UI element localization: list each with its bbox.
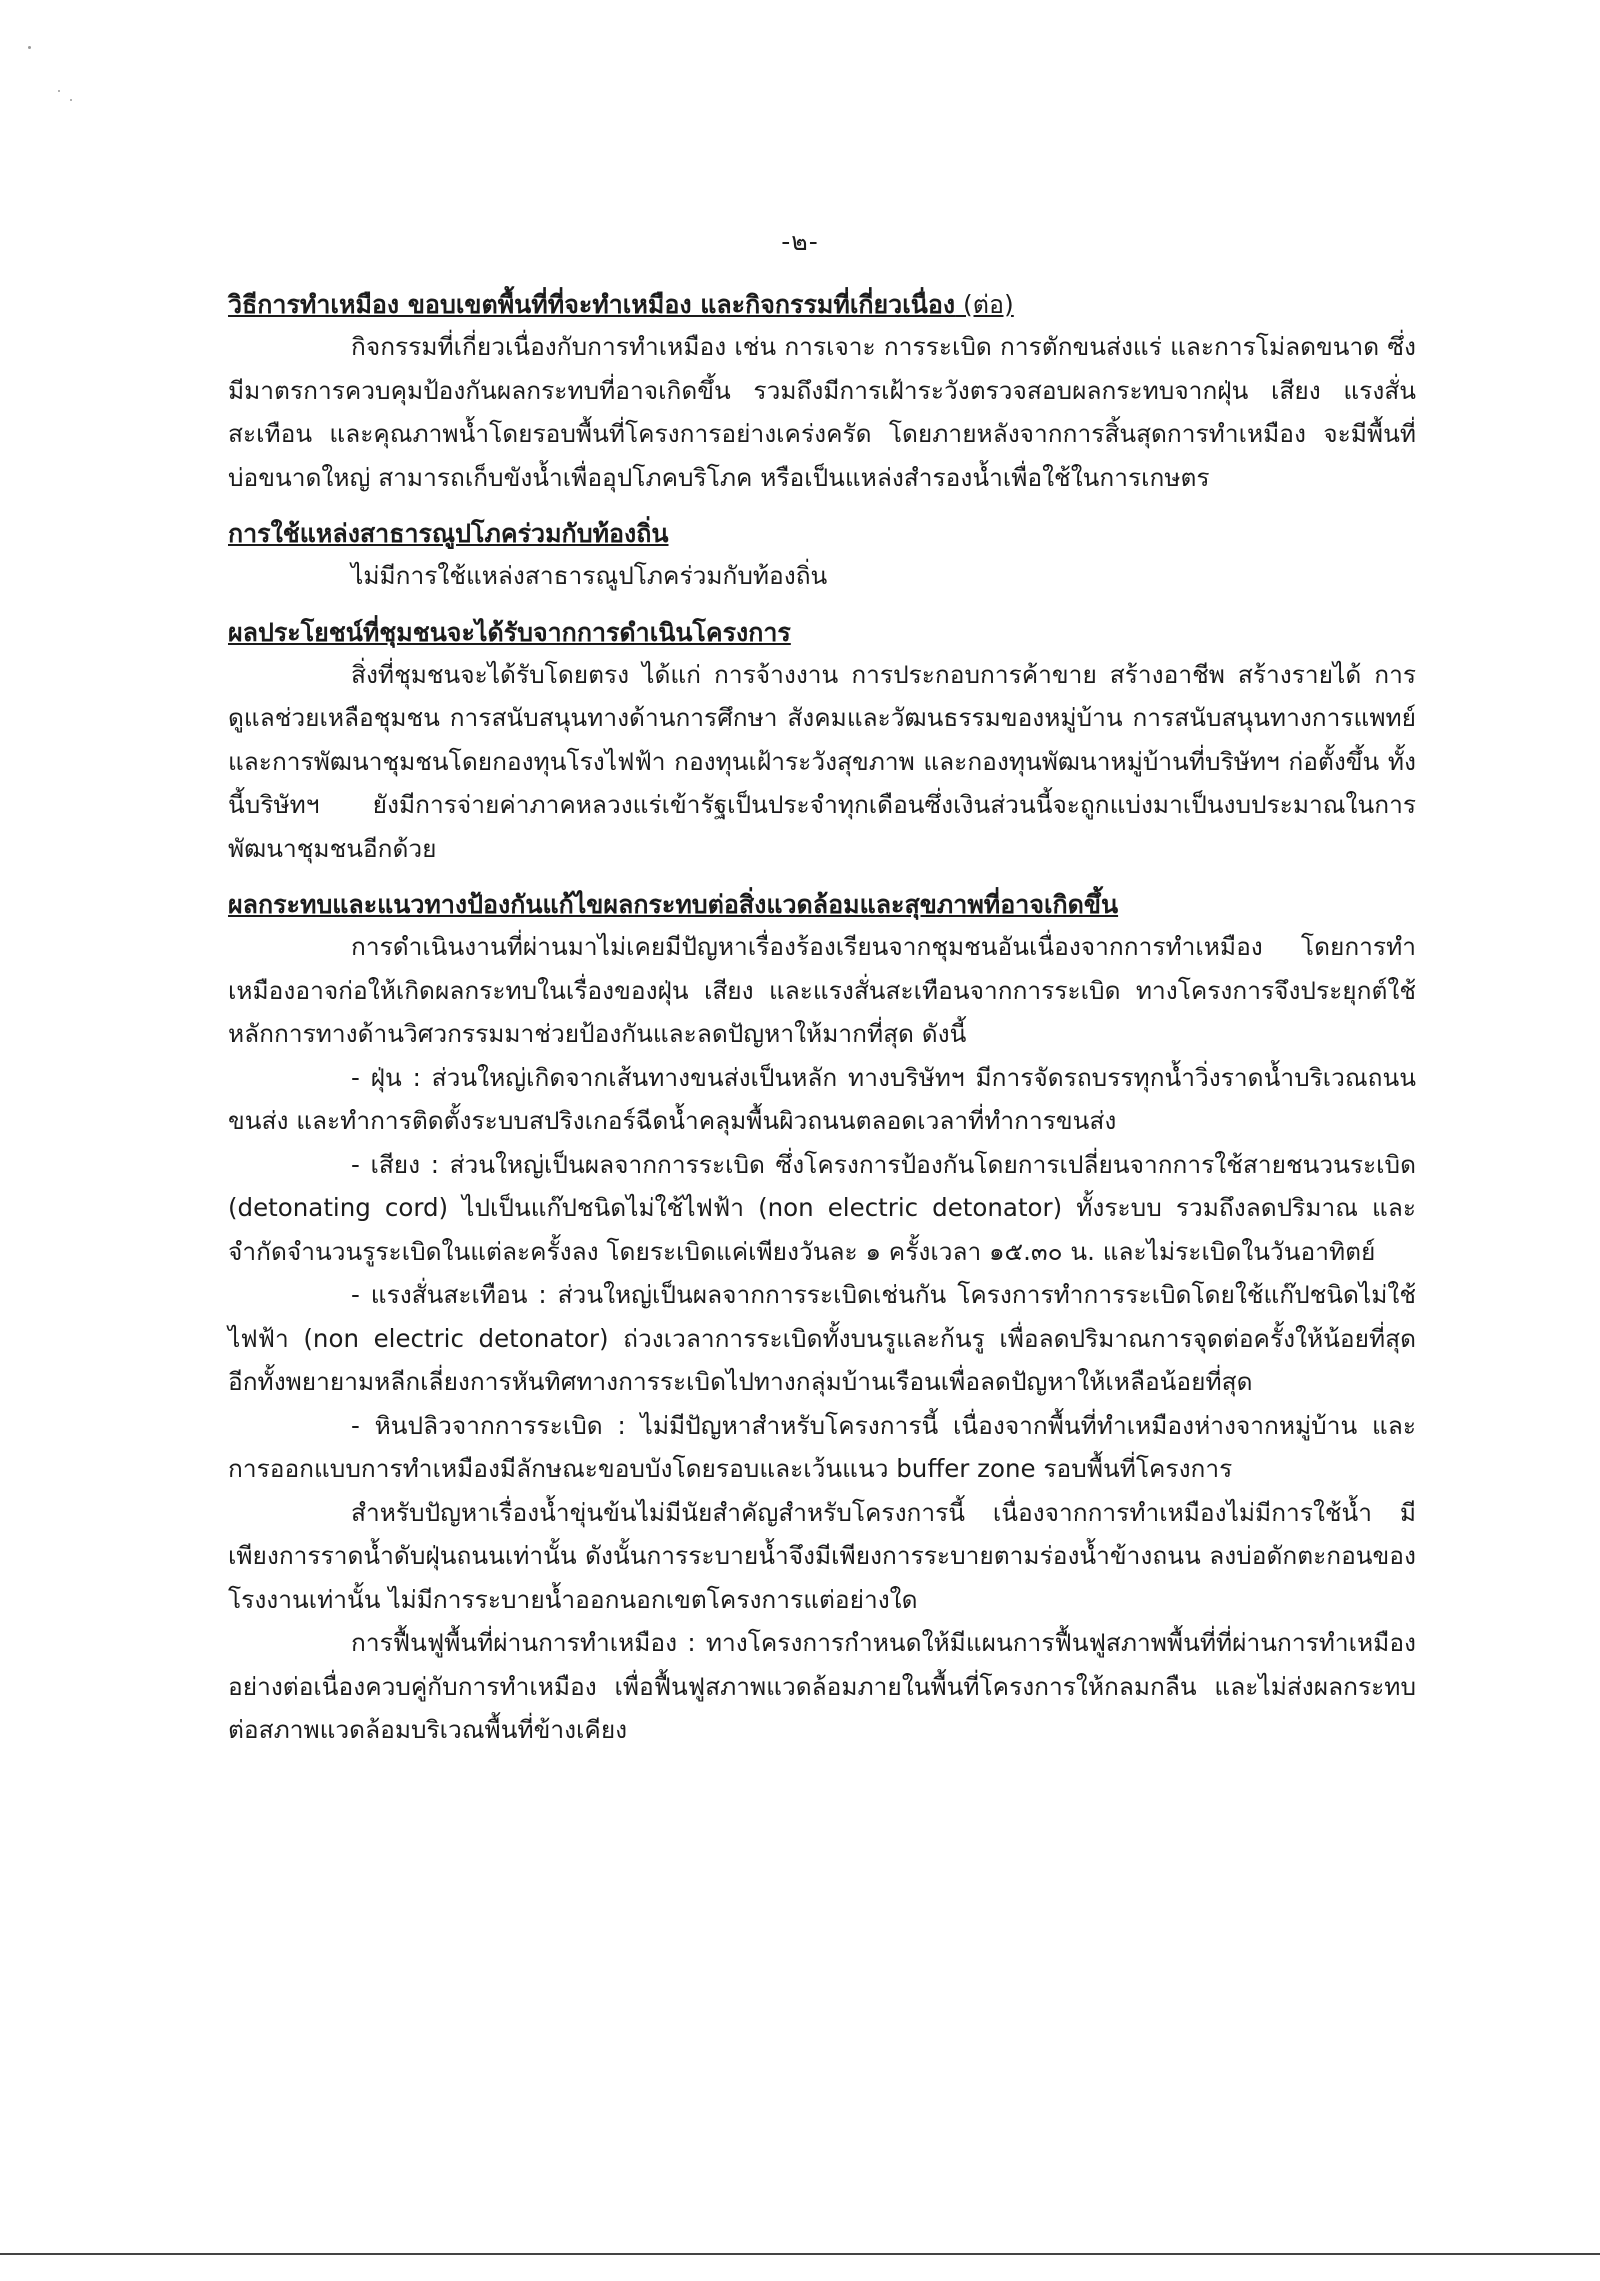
paragraph-vibration: - แรงสั่นสะเทือน : ส่วนใหญ่เป็นผลจากการระเบิดเช่นกัน โครงการทำการระเบิดโดยใช้แก๊ปชนิดไม่ใช้ไฟฟ้า (non electric detonator) ถ่วงเวลาการระเบิดทั้งบนรูและก้นรู เพื่อลดปริมาณการจุดต่อครั้งให้น้อยที่สุด อีกทั้งพยายามหลีกเลี่ยงการหันทิศทางการระเบิดไปทางกลุ่มบ้านเรือนเพื่อลดปัญหาให้เหลือน้อยที่สุด [228, 1280, 1416, 1396]
section-shared-utilities [228, 514, 1416, 598]
bottom-scan-edge [0, 2253, 1600, 2255]
paragraph-dust: - ฝุ่น : ส่วนใหญ่เกิดจากเส้นทางขนส่งเป็นหลัก ทางบริษัทฯ มีการจัดรถบรรทุกน้ำวิ่งราดน้ำบริเวณถนนขนส่ง และทำการติดตั้งระบบสปริงเกอร์ฉีดน้ำคลุมพื้นผิวถนนตลอดเวลาที่ทำการขนส่ง [228, 1062, 1416, 1135]
paragraph-noise: - เสียง : ส่วนใหญ่เป็นผลจากการระเบิด ซึ่งโครงการป้องกันโดยการเปลี่ยนจากการใช้สายชนวนระเบิด (detonating cord) ไปเป็นแก๊ปชนิดไม่ใช้ไฟฟ้า (non electric detonator) ทั้งระบบ รวมถึงลดปริมาณ และจำกัดจำนวนรูระเบิดในแต่ละครั้งลง โดยระเบิดแค่เพียงวันละ ๑ ครั้งเวลา ๑๕.๓๐ น. และไม่ระเบิดในวันอาทิตย์ [228, 1149, 1416, 1266]
section-heading: ผลประโยชน์ที่ชุมชนจะได้รับจากการดำเนินโครงการ [228, 617, 791, 647]
paragraph-rehabilitation: การฟื้นฟูพื้นที่ผ่านการทำเหมือง : ทางโครงการกำหนดให้มีแผนการฟื้นฟูสภาพพื้นที่ที่ผ่านการทำเหมืองอย่างต่อเนื่องควบคู่กับการทำเหมือง เพื่อฟื้นฟูสภาพแวดล้อมภายในพื้นที่โครงการให้กลมกลืน และไม่ส่งผลกระทบต่อสภาพแวดล้อมบริเวณพื้นที่ข้างเคียง [228, 1628, 1416, 1744]
paragraph: สิ่งที่ชุมชนจะได้รับโดยตรง ได้แก่ การจ้างงาน การประกอบการค้าขาย สร้างอาชีพ สร้างรายได้ การดูแลช่วยเหลือชุมชน การสนับสนุนทางด้านการศึกษา สังคมและวัฒนธรรมของหมู่บ้าน การสนับสนุนทางการแพทย์และการพัฒนาชุมชนโดยกองทุนโรงไฟฟ้า กองทุนเฝ้าระวังสุขภาพ และกองทุนพัฒนาหมู่บ้านที่บริษัทฯ ก่อตั้งขึ้น ทั้งนี้บริษัทฯ ยังมีการจ่ายค่าภาคหลวงแร่เข้ารัฐเป็นประจำทุกเดือนซึ่งเงินส่วนนี้จะถูกแบ่งมาเป็นงบประมาณในการพัฒนาชุมชนอีกด้วย [228, 659, 1416, 863]
section-community-benefits [228, 613, 1416, 871]
scan-speck [28, 46, 31, 49]
section-mining-method [228, 285, 1416, 499]
section-heading [228, 285, 1416, 325]
paragraph: ไม่มีการใช้แหล่งสาธารณูปโภคร่วมกับท้องถิ่น [351, 561, 828, 590]
document-body [228, 285, 1416, 1752]
section-heading: การใช้แหล่งสาธารณูปโภคร่วมกับท้องถิ่น [228, 519, 669, 548]
section-heading: ผลกระทบและแนวทางป้องกันแก้ไขผลกระทบต่อสิ่งแวดล้อมและสุขภาพที่อาจเกิดขึ้น [228, 890, 1119, 919]
scan-speck [70, 99, 72, 101]
scan-speck [58, 90, 60, 92]
paragraph-turbid-water: สำหรับปัญหาเรื่องน้ำขุ่นข้นไม่มีนัยสำคัญสำหรับโครงการนี้ เนื่องจากการทำเหมืองไม่มีการใช้น้ำ มีเพียงการราดน้ำดับฝุ่นถนนเท่านั้น ดังนั้นการระบายน้ำจึงมีเพียงการระบายตามร่องน้ำข้างถนน ลงบ่อดักตะกอนของโรงงานเท่านั้น ไม่มีการระบายน้ำออกนอกเขตโครงการแต่อย่างใด [228, 1497, 1416, 1614]
heading-text: วิธีการทำเหมือง ขอบเขตพื้นที่ที่จะทำเหมือง และกิจกรรมที่เกี่ยวเนื่อง [228, 290, 956, 319]
heading-suffix: (ต่อ) [955, 290, 1014, 319]
page-number: -๒- [781, 227, 819, 256]
paragraph-flyrock: - หินปลิวจากการระเบิด : ไม่มีปัญหาสำหรับโครงการนี้ เนื่องจากพื้นที่ทำเหมืองห่างจากหมู่บ้าน และการออกแบบการทำเหมืองมีลักษณะขอบบังโดยรอบและเว้นแนว buffer zone รอบพื้นที่โครงการ [228, 1410, 1416, 1483]
paragraph: การดำเนินงานที่ผ่านมาไม่เคยมีปัญหาเรื่องร้องเรียนจากชุมชนอันเนื่องจากการทำเหมือง โดยการทำเหมืองอาจก่อให้เกิดผลกระทบในเรื่องของฝุ่น เสียง และแรงสั่นสะเทือนจากการระเบิด ทางโครงการจึงประยุกต์ใช้หลักการทางด้านวิศวกรรมมาช่วยป้องกันและลดปัญหาให้มากที่สุด ดังนี้ [228, 932, 1416, 1048]
section-impacts-mitigation [228, 885, 1416, 1752]
paragraph: กิจกรรมที่เกี่ยวเนื่องกับการทำเหมือง เช่น การเจาะ การระเบิด การตักขนส่งแร่ และการโม่ลดขนาด ซึ่งมีมาตรการควบคุมป้องกันผลกระทบที่อาจเกิดขึ้น รวมถึงมีการเฝ้าระวังตรวจสอบผลกระทบจากฝุ่น เสียง แรงสั่นสะเทือน และคุณภาพน้ำโดยรอบพื้นที่โครงการอย่างเคร่งครัด โดยภายหลังจากการสิ้นสุดการทำเหมือง จะมีพื้นที่บ่อขนาดใหญ่ สามารถเก็บขังน้ำเพื่ออุปโภคบริโภค หรือเป็นแหล่งสำรองน้ำเพื่อใช้ในการเกษตร [228, 332, 1416, 492]
